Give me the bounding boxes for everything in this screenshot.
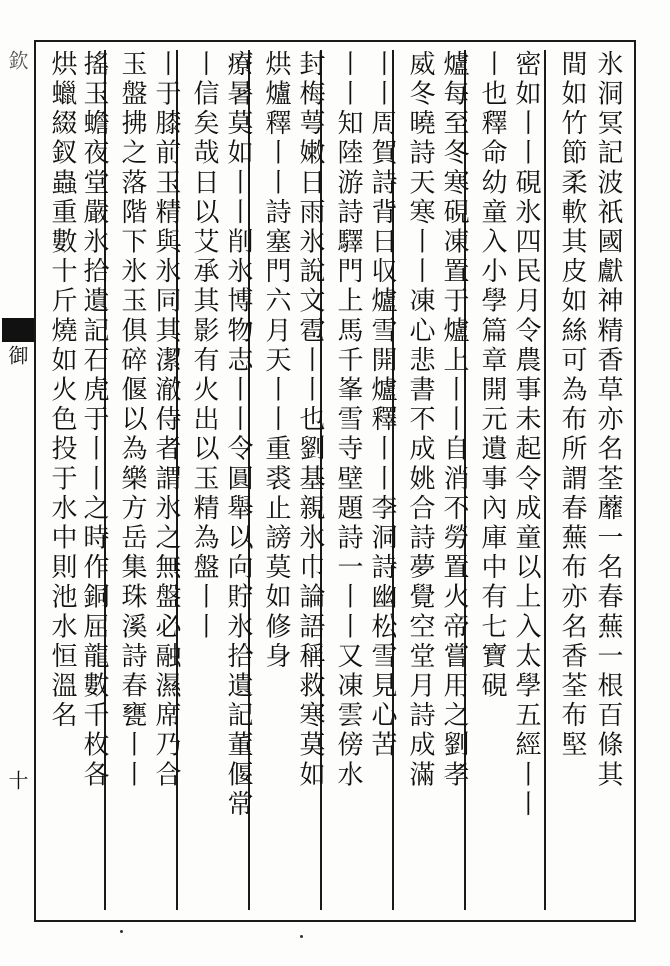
- text-column: 丨于膝前玉精與氷同其潔澈侍者謂氷之無盤必融濕席乃合: [151, 50, 181, 790]
- book-title: 御: [5, 345, 29, 367]
- text-column: 氷洞冥記波祇國獻神精香草亦名荃蘼一名春蕪一根百條其: [593, 50, 623, 790]
- text-column: 丨信矣哉日以艾承其影有火出以玉精為盤丨丨: [189, 50, 219, 642]
- text-column: 搖玉蟾夜堂嚴氷拾遺記石虎于丨丨之時作銅屈龍數千枚各: [79, 50, 109, 790]
- fishtail-band: [2, 318, 34, 342]
- text-column: 爐每至冬寒硯凍置于爐上丨丨自消不勞置火帝嘗用之劉孝: [439, 50, 469, 790]
- text-column: 烘蠟綴釵蟲重數十斤燒如火色投于水中則池水恒溫名: [47, 50, 77, 731]
- text-column: 丨也釋命幼童入小學篇章開元遺事內庫中有七寶硯: [477, 50, 507, 702]
- text-column: 玉盤拂之落階下氷玉俱碎偃以為樂方岳集珠溪詩春甕丨丨: [117, 50, 147, 790]
- series-title: 欽: [5, 50, 29, 72]
- paper-speck: [300, 935, 303, 938]
- paper-speck: [120, 930, 123, 933]
- text-column: 丨丨知陸游詩驛門上馬千峯雪寺壁題詩一丨丨又凍雲傍水: [333, 50, 363, 790]
- text-column: 丨丨周賀詩背日収爐雪開爐釋丨丨李洞詩幽松雪見心苦: [367, 50, 397, 761]
- text-column: 療暑莫如丨丨削氷博物志丨丨令圓舉以向貯氷拾遺記董偃常: [223, 50, 253, 820]
- text-column: 威冬曉詩天寒丨丨凍心悲書不成姚合詩夢覺空堂月詩成滿: [405, 50, 435, 790]
- page-number: 十: [5, 770, 29, 790]
- text-column: 封梅萼嫩日雨氷說文雹丨丨也劉基親氷巾論語稱救寒莫如: [295, 50, 325, 790]
- text-column: 烘爐釋丨丨詩塞門六月天丨丨重裘止謗莫如修身: [261, 50, 291, 672]
- text-column: 密如丨丨硯氷四民月令農事未起令成童以上入太學五經丨丨: [511, 50, 541, 820]
- text-column: 間如竹節柔軟其皮如絲可為布所謂春蕪布亦名香荃布堅: [557, 50, 587, 761]
